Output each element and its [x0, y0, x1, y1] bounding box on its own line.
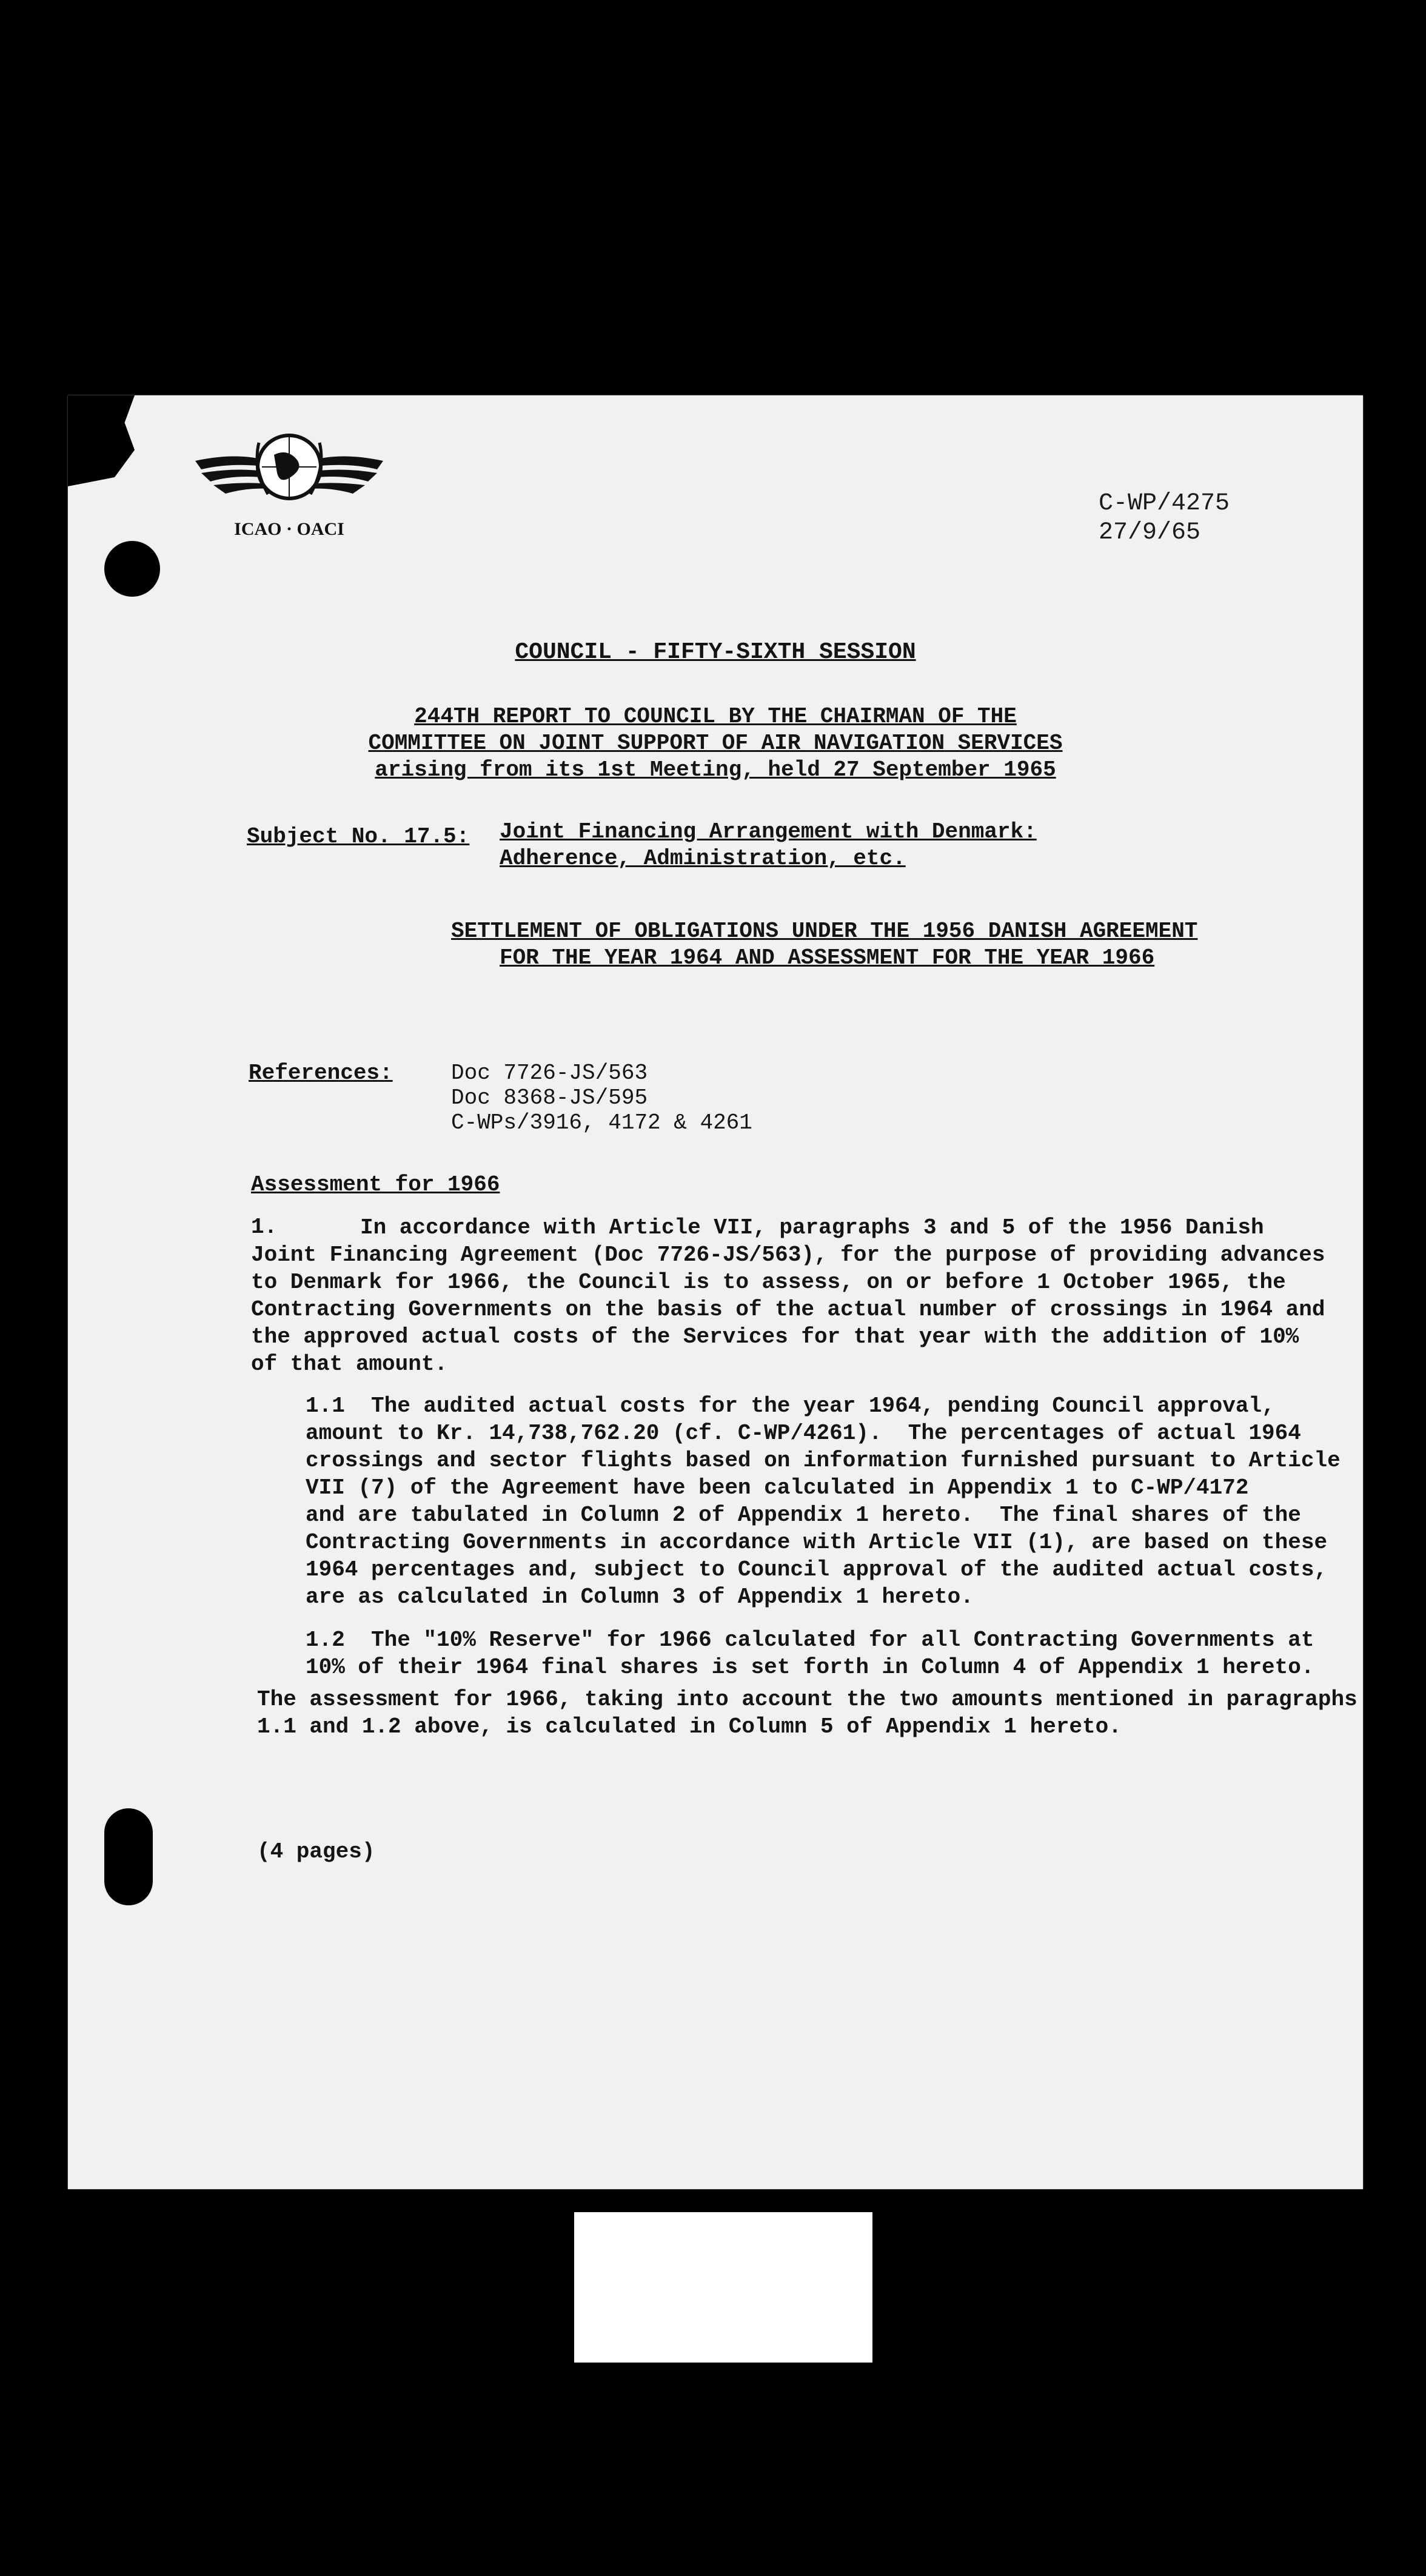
- report-title-line-1: 244TH REPORT TO COUNCIL BY THE CHAIRMAN OF THE: [414, 704, 1017, 729]
- torn-corner: [68, 395, 135, 486]
- icao-emblem-icon: [189, 418, 389, 546]
- paragraph-line: crossings and sector flights based on information furnished pursuant to Article: [306, 1448, 1341, 1473]
- paragraph-line: 10% of their 1964 final shares is set forth in Column 4 of Appendix 1 hereto.: [306, 1655, 1314, 1680]
- paragraph-line: The assessment for 1966, taking into account the two amounts mentioned in paragraphs: [257, 1687, 1357, 1712]
- paragraph-line: 1.2 The "10% Reserve" for 1966 calculated for all Contracting Governments at: [306, 1628, 1314, 1652]
- doc-number: C-WP/4275: [1099, 490, 1230, 517]
- paragraph-line: 1.1 The audited actual costs for the year 1964, pending Council approval,: [306, 1394, 1275, 1418]
- section-title: Assessment for 1966: [251, 1172, 500, 1197]
- paragraph-1-2: [306, 1626, 1314, 1681]
- paragraph-line: VII (7) of the Agreement have been calculated in Appendix 1 to C-WP/4172: [306, 1475, 1249, 1500]
- reference-item: Doc 8368-JS/595: [451, 1085, 648, 1110]
- session-title: COUNCIL - FIFTY-SIXTH SESSION: [515, 639, 916, 665]
- paragraph-line: amount to Kr. 14,738,762.20 (cf. C-WP/4261). The percentages of actual 1964: [306, 1421, 1301, 1446]
- doc-date: 27/9/65: [1099, 519, 1201, 546]
- paragraph-line: the approved actual costs of the Services for that year with the addition of 10%: [251, 1324, 1299, 1349]
- subject-line-1: Joint Financing Arrangement with Denmark:: [500, 819, 1037, 844]
- document-reference: [1099, 489, 1230, 548]
- paragraph-line: to Denmark for 1966, the Council is to assess, on or before 1 October 1965, the: [251, 1270, 1286, 1295]
- paragraph-line: and are tabulated in Column 2 of Appendix 1 hereto. The final shares of the: [306, 1503, 1301, 1528]
- document-page: [68, 395, 1363, 2189]
- reference-item: Doc 7726-JS/563: [451, 1061, 648, 1085]
- paragraph-line: 1.1 and 1.2 above, is calculated in Column 5 of Appendix 1 hereto.: [257, 1714, 1122, 1739]
- paragraph-line: of that amount.: [251, 1352, 448, 1377]
- report-title-line-2: COMMITTEE ON JOINT SUPPORT OF AIR NAVIGATION SERVICES: [368, 731, 1063, 756]
- paragraph-line: Joint Financing Agreement (Doc 7726-JS/563), for the purpose of providing advances: [251, 1243, 1325, 1267]
- logo-text: ICAO · OACI: [234, 519, 344, 539]
- paragraph-line: are as calculated in Column 3 of Appendix 1 hereto.: [306, 1585, 974, 1609]
- icao-logo: [189, 418, 389, 546]
- paragraph-line: 1964 percentages and, subject to Council approval of the audited actual costs,: [306, 1557, 1328, 1582]
- subject-line-2: Adherence, Administration, etc.: [500, 846, 906, 871]
- punch-hole-bottom: [104, 1808, 153, 1905]
- paragraph-1-number: 1.: [251, 1215, 278, 1239]
- paragraph-line: In accordance with Article VII, paragraphs 3 and 5 of the 1956 Danish: [360, 1215, 1264, 1240]
- paragraph-1: [251, 1214, 1325, 1378]
- subject-label: Subject No. 17.5:: [247, 824, 470, 849]
- reference-item: C-WPs/3916, 4172 & 4261: [451, 1110, 752, 1135]
- references-label: References:: [249, 1061, 393, 1085]
- paragraph-line: Contracting Governments in accordance with Article VII (1), are based on these: [306, 1530, 1328, 1555]
- report-title-line-3: arising from its 1st Meeting, held 27 September 1965: [375, 757, 1056, 782]
- white-target-card: [574, 2212, 872, 2363]
- settlement-heading-line-2: FOR THE YEAR 1964 AND ASSESSMENT FOR THE YEAR 1966: [500, 945, 1155, 970]
- page-count: (4 pages): [257, 1839, 375, 1864]
- settlement-heading-line-1: SETTLEMENT OF OBLIGATIONS UNDER THE 1956 DANISH AGREEMENT: [451, 919, 1198, 944]
- punch-hole-top: [104, 541, 160, 597]
- paragraph-final: [257, 1686, 1357, 1740]
- paragraph-line: Contracting Governments on the basis of the actual number of crossings in 1964 and: [251, 1297, 1325, 1322]
- paragraph-1-1: [306, 1392, 1341, 1611]
